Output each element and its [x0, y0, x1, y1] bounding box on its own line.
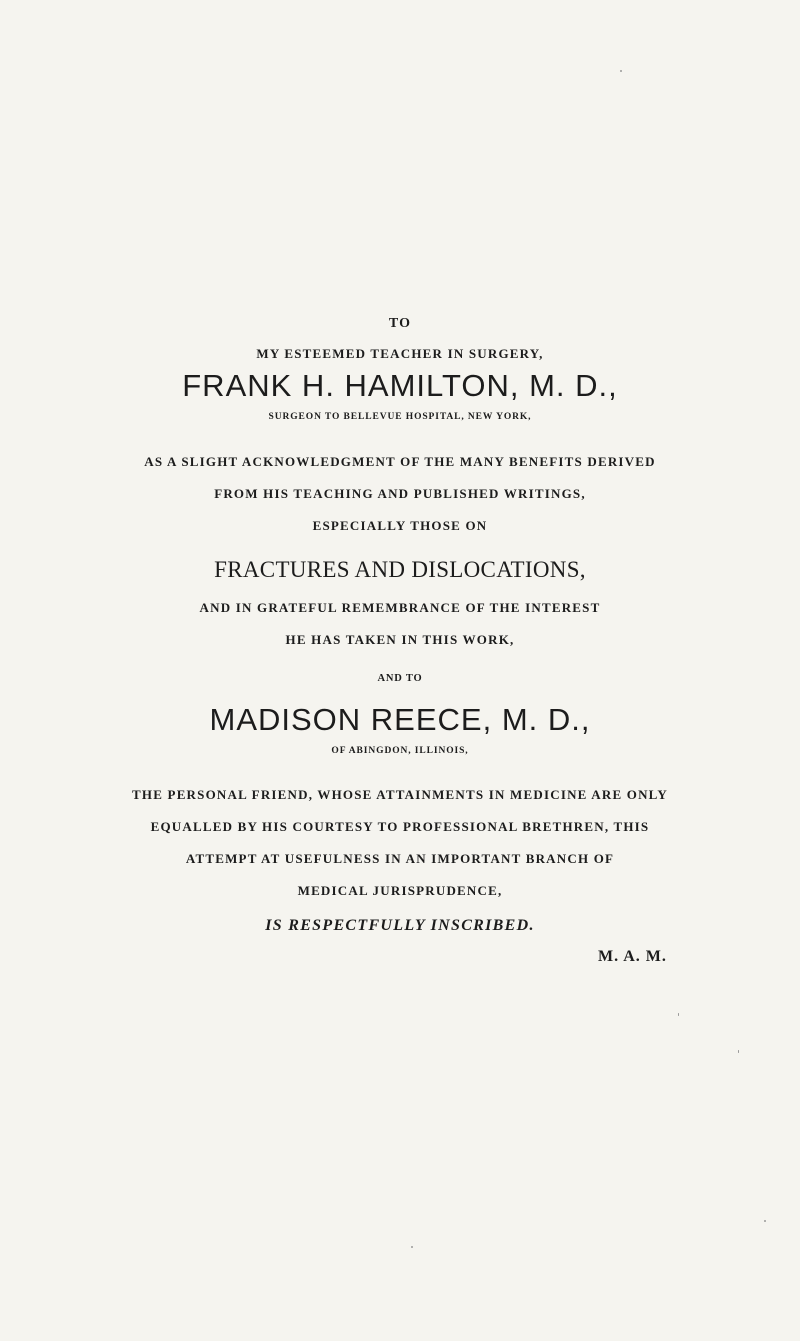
dedication-to: TO: [388, 316, 412, 331]
dedication-line-jurisprudence: MEDICAL JURISPRUDENCE,: [297, 883, 503, 898]
dedicatee-name-reece: MADISON REECE, M. D.,: [209, 702, 591, 737]
dedicatee-title-hamilton: SURGEON TO BELLEVUE HOSPITAL, NEW YORK,: [268, 412, 532, 422]
dedicatee-name-hamilton: FRANK H. HAMILTON, M. D.,: [182, 368, 618, 403]
author-initials: M. A. M.: [598, 948, 667, 965]
dedication-line-attempt: ATTEMPT AT USEFULNESS IN AN IMPORTANT BRANCH OF: [185, 851, 615, 866]
dedication-line-teacher: MY ESTEEMED TEACHER IN SURGERY,: [256, 346, 544, 361]
dedication-line-especially: ESPECIALLY THOSE ON: [312, 518, 488, 533]
dedication-line-acknowledgment: AS A SLIGHT ACKNOWLEDGMENT OF THE MANY BENEFITS DERIVED: [144, 454, 656, 469]
dedication-line-courtesy: EQUALLED BY HIS COURTESY TO PROFESSIONAL BRETHREN, THIS: [150, 819, 650, 834]
dedication-line-work: HE HAS TAKEN IN THIS WORK,: [285, 632, 515, 647]
dedication-and-to: AND TO: [377, 673, 423, 684]
dedication-closing: IS RESPECTFULLY INSCRIBED.: [265, 917, 535, 934]
dedication-line-teaching: FROM HIS TEACHING AND PUBLISHED WRITINGS,: [214, 486, 586, 501]
dedication-line-remembrance: AND IN GRATEFUL REMEMBRANCE OF THE INTEREST: [199, 600, 601, 615]
dedication-line-friend: THE PERSONAL FRIEND, WHOSE ATTAINMENTS IN MEDICINE ARE ONLY: [132, 787, 668, 802]
dedication-subject: FRACTURES AND DISLOCATIONS,: [214, 557, 586, 582]
dedicatee-title-reece: OF ABINGDON, ILLINOIS,: [331, 746, 469, 756]
